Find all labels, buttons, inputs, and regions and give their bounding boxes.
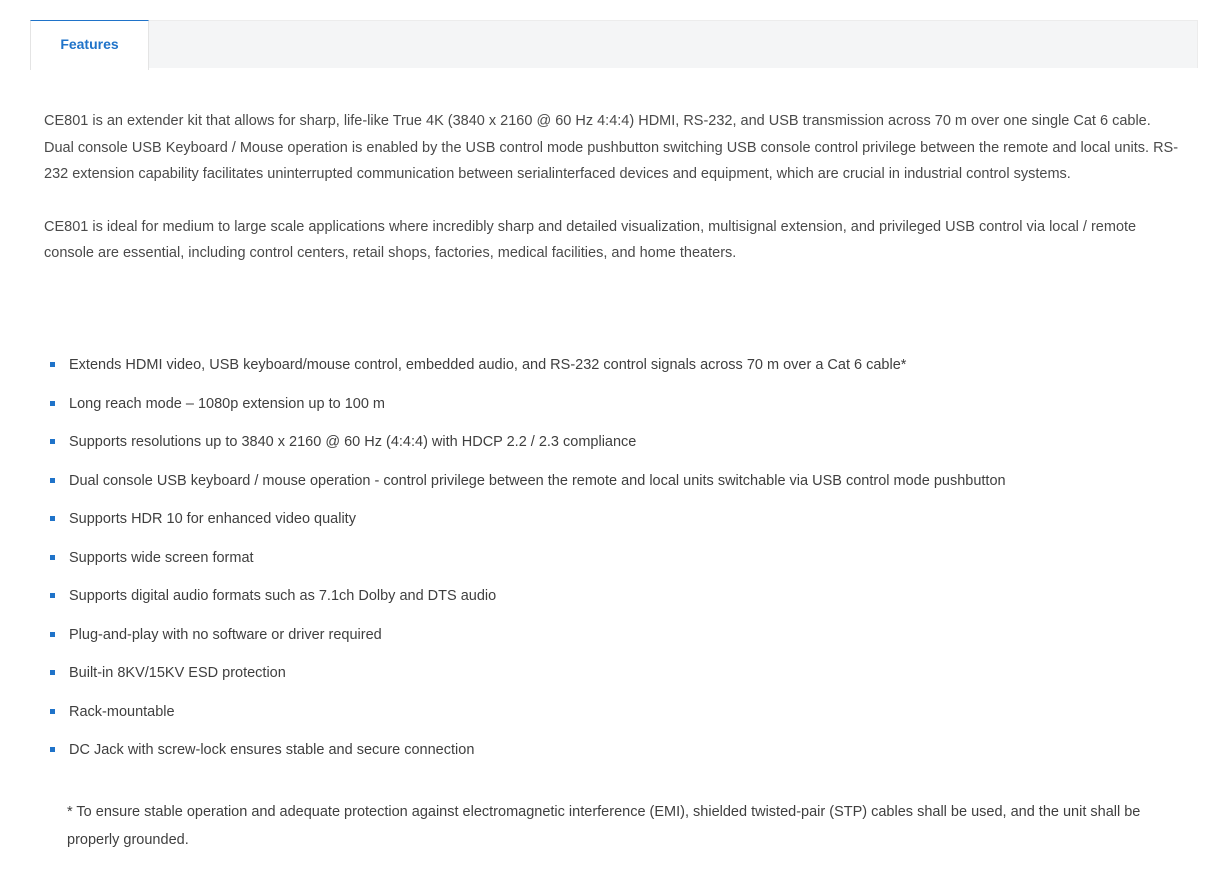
feature-item (50, 346, 1190, 385)
feature-text: Plug-and-play with no software or driver required (69, 626, 382, 643)
feature-item (50, 385, 1190, 424)
square-bullet-icon (50, 401, 55, 406)
square-bullet-icon (50, 709, 55, 714)
square-bullet-icon (50, 670, 55, 675)
tab-features[interactable] (30, 20, 149, 70)
square-bullet-icon (50, 632, 55, 637)
feature-item (50, 693, 1190, 732)
feature-text: Supports wide screen format (69, 549, 254, 566)
feature-item (50, 616, 1190, 655)
feature-item (50, 731, 1190, 770)
feature-text: Supports resolutions up to 3840 x 2160 @ 60 Hz (4:4:4) with HDCP 2.2 / 2.3 compliance (69, 434, 637, 450)
square-bullet-icon (50, 593, 55, 598)
feature-text: Supports digital audio formats such as 7.1ch Dolby and DTS audio (69, 588, 497, 604)
feature-list (50, 346, 1190, 770)
feature-text: Long reach mode – 1080p extension up to 100 m (69, 395, 386, 412)
feature-text: DC Jack with screw-lock ensures stable and secure connection (69, 742, 475, 758)
feature-item (50, 423, 1190, 462)
feature-text: Built-in 8KV/15KV ESD protection (69, 665, 286, 681)
square-bullet-icon (50, 747, 55, 752)
square-bullet-icon (50, 478, 55, 483)
feature-item (50, 577, 1190, 616)
square-bullet-icon (50, 439, 55, 444)
square-bullet-icon (50, 555, 55, 560)
feature-text: Extends HDMI video, USB keyboard/mouse control, embedded audio, and RS-232 control signals across 70 m over a Cat 6 cable* (69, 357, 907, 373)
footnote: * To ensure stable operation and adequate protection against electromagnetic interference (EMI), shielded twisted-pair (STP) cables shall be used, and the unit shall be properly grounded. (67, 804, 1141, 848)
tab-features-label: Features (60, 35, 119, 52)
feature-item (50, 539, 1190, 578)
tab-bar (30, 20, 1198, 68)
feature-text: Supports HDR 10 for enhanced video quality (69, 511, 356, 527)
description-paragraph: CE801 is ideal for medium to large scale applications where incredibly sharp and detailed visualization, multisignal extension, and privileged USB control via local / remote console are essential, including control centers, retail shops, factories, medical facilities, and home theaters. (44, 218, 1137, 261)
square-bullet-icon (50, 516, 55, 521)
feature-item (50, 462, 1190, 501)
square-bullet-icon (50, 362, 55, 367)
description-paragraph: CE801 is an extender kit that allows for sharp, life-like True 4K (3840 x 2160 @ 60 Hz 4:4:4) HDMI, RS-232, and USB transmission across 70 m over one single Cat 6 cable. Dual console USB Keyboard / Mouse operation is enabled by the USB control mode pushbutton switching USB console control privilege between the remote and local units. RS-232 extension capability facilitates uninterrupted communication between serialinterfaced devices and equipment, which are crucial in industrial control systems. (44, 113, 1179, 182)
feature-text: Dual console USB keyboard / mouse operation - control privilege between the remote and local units switchable via USB control mode pushbutton (69, 472, 1006, 489)
feature-text: Rack-mountable (69, 703, 175, 720)
feature-item (50, 500, 1190, 539)
feature-item (50, 654, 1190, 693)
description-section (44, 108, 1184, 267)
